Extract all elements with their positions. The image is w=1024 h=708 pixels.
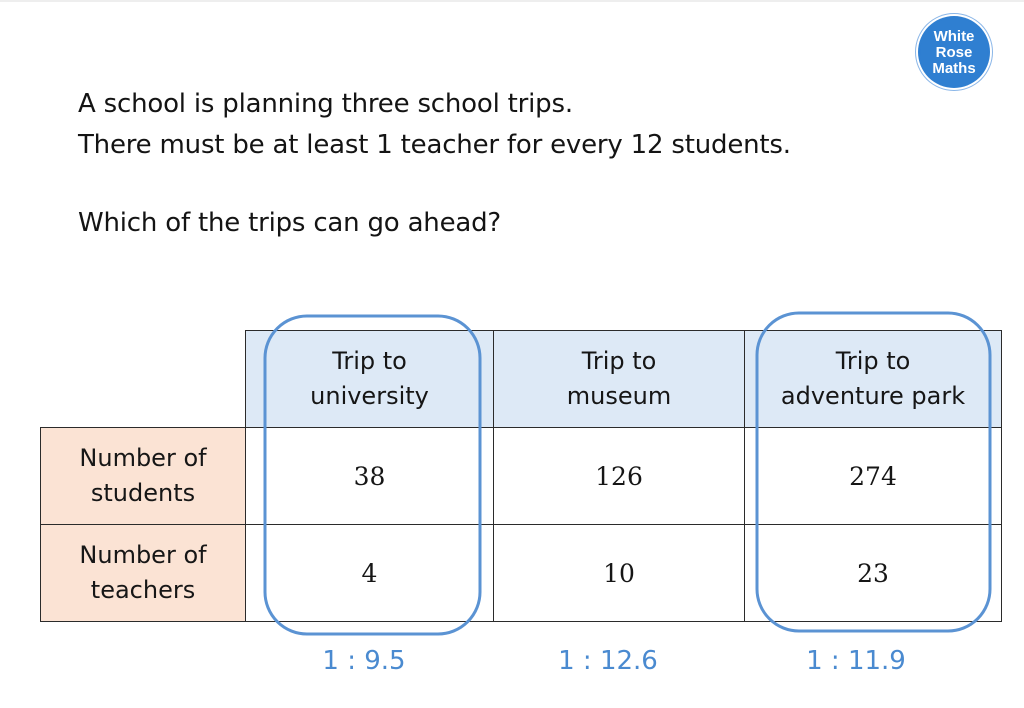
top-divider	[0, 0, 1024, 2]
table-row	[41, 428, 1002, 525]
row-label-students	[41, 428, 246, 525]
white-rose-maths-logo	[918, 16, 990, 88]
question-line-3: Which of the trips can go ahead?	[78, 208, 502, 238]
row-label-line: Number of	[79, 541, 207, 569]
logo-line-2: Rose	[935, 44, 973, 61]
table-header-row	[41, 331, 1002, 428]
header-line: university	[310, 382, 429, 410]
cell-teachers-museum: 10	[494, 525, 745, 622]
question-line-1: A school is planning three school trips.	[78, 89, 573, 119]
ratio-adventure-park: 1 : 11.9	[806, 646, 906, 676]
header-line: Trip to	[332, 347, 407, 375]
cell-teachers-university: 4	[246, 525, 494, 622]
row-label-teachers	[41, 525, 246, 622]
header-trip-adventure-park	[745, 331, 1002, 428]
header-line: museum	[566, 382, 672, 410]
ratio-museum: 1 : 12.6	[558, 646, 658, 676]
trips-table	[40, 330, 1002, 622]
cell-teachers-adventure-park: 23	[745, 525, 1002, 622]
header-line: Trip to	[581, 347, 657, 375]
question-spacer	[78, 166, 791, 203]
table-corner-cell	[41, 331, 246, 428]
cell-students-adventure-park: 274	[745, 428, 1002, 525]
cell-students-museum: 126	[494, 428, 745, 525]
logo-line-3: Maths	[932, 60, 976, 77]
table-row	[41, 525, 1002, 622]
row-label-line: Number of	[79, 444, 207, 472]
header-trip-museum	[494, 331, 745, 428]
header-line: adventure park	[780, 382, 966, 410]
question-line-2: There must be at least 1 teacher for every 12 students.	[78, 130, 791, 160]
question-text	[78, 84, 791, 244]
header-trip-university	[246, 331, 494, 428]
row-label-line: students	[90, 479, 196, 507]
header-line: Trip to	[835, 347, 911, 375]
ratio-university: 1 : 9.5	[322, 646, 406, 676]
logo-line-1: White	[933, 28, 975, 45]
row-label-line: teachers	[90, 576, 196, 604]
cell-students-university: 38	[246, 428, 494, 525]
logo-badge	[918, 16, 990, 88]
